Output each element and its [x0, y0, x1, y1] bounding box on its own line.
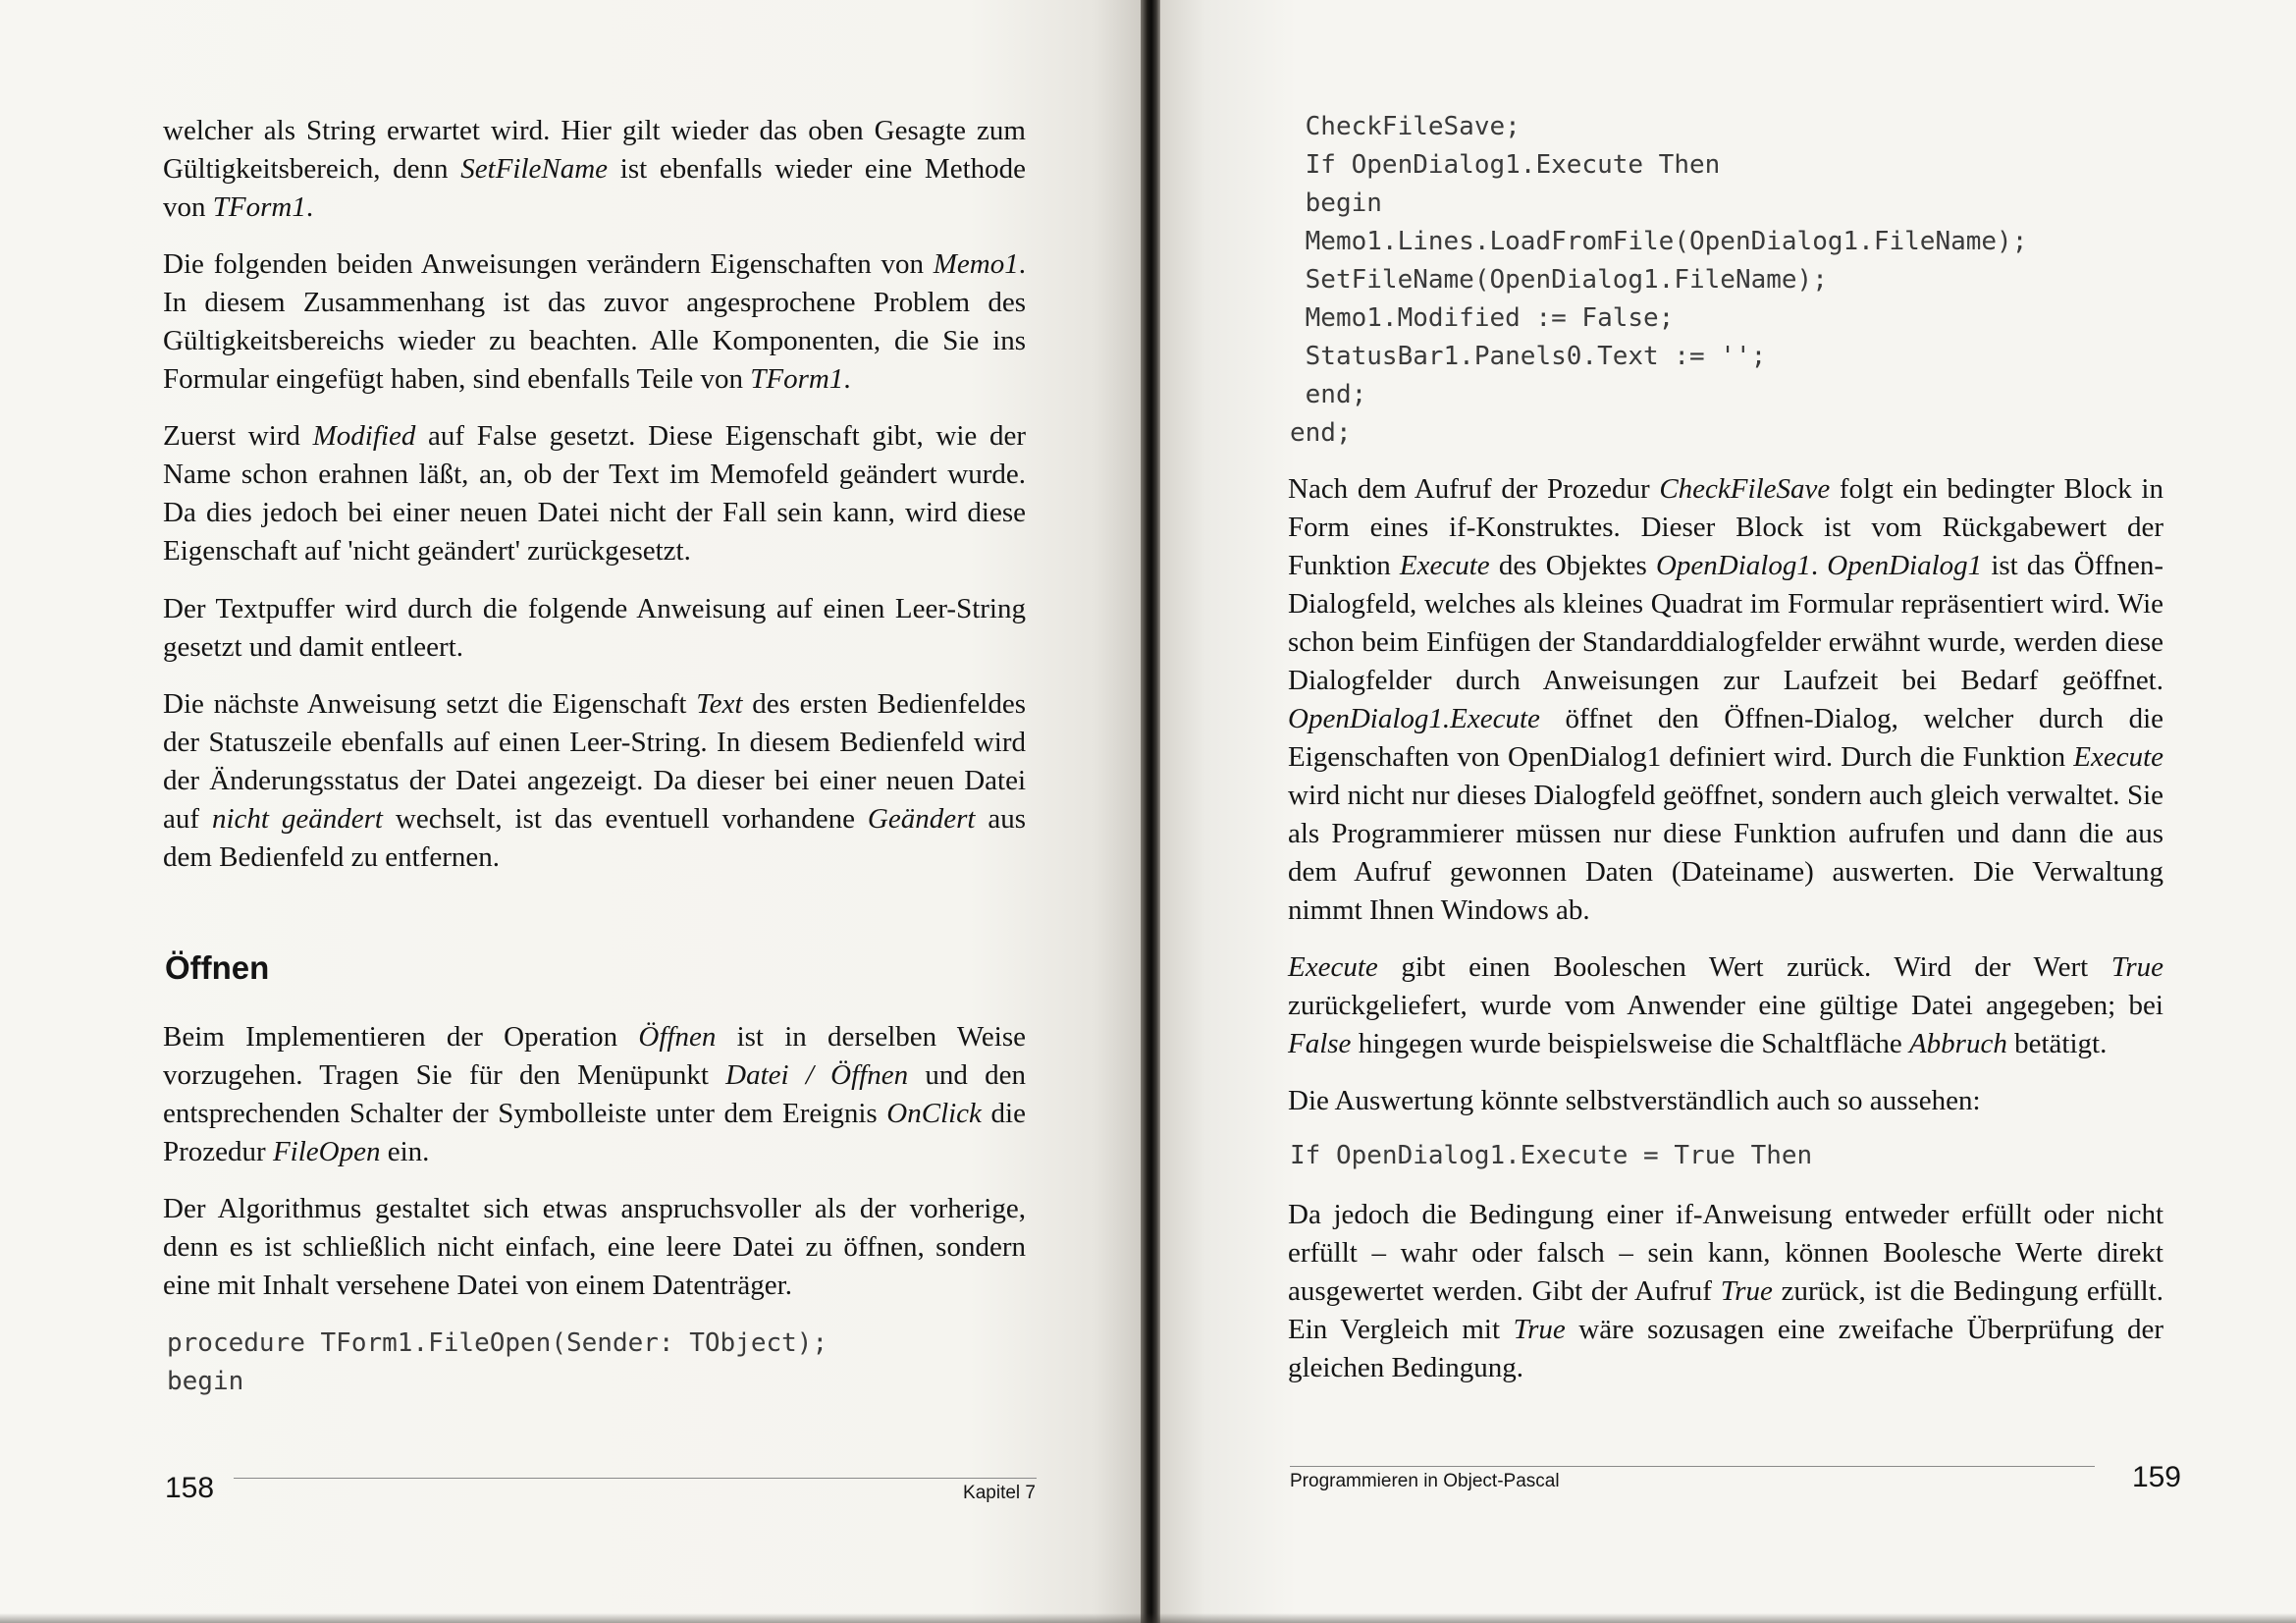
text-run: ist das Öffnen-Dialogfeld, welches als kleines Quadrat im Formular repräsentiert wird. Wie schon beim Einfügen der Standarddialogfelder erwähnt wurde, werden diese Dialogfelder durch Anweisungen zur Laufzeit bei Bedarf geöffnet.: [1288, 550, 2164, 696]
italic-term: Geändert: [867, 803, 976, 835]
italic-term: True: [1720, 1275, 1773, 1307]
right-paragraph: [1288, 1196, 2163, 1387]
text-run: wird nicht nur dieses Dialogfeld geöffnet, sondern auch gleich verwaltet. Sie als Programmierer müssen nur diese Funktion aufrufen und dann die aus dem Aufruf gewonnen Daten (Dateiname) auswerten. Die Verwaltung nimmt Ihnen Windows ab.: [1288, 780, 2163, 926]
left-paragraph: [163, 590, 1026, 667]
italic-term: Text: [696, 688, 743, 720]
left-page: [0, 0, 1141, 1623]
page-bottom-shadow: [0, 1613, 2296, 1623]
text-run: öffnet den Öffnen-Dialog, welcher durch die Eigenschaften von OpenDialog1 definiert wird. Durch die Funktion: [1288, 703, 2163, 773]
right-paragraph: [1288, 470, 2163, 930]
italic-term: Execute: [2073, 741, 2163, 773]
text-run: .: [843, 363, 851, 395]
text-run: wechselt, ist das eventuell vorhandene: [382, 803, 868, 835]
italic-term: OpenDialog1: [1655, 550, 1811, 581]
footer-rule: [234, 1478, 1037, 1479]
text-run: Nach dem Aufruf der Prozedur: [1288, 473, 1660, 505]
italic-term: CheckFileSave: [1659, 473, 1831, 505]
italic-term: OpenDialog1.Execute: [1288, 703, 1540, 734]
italic-term: Execute: [1399, 550, 1490, 581]
section-heading: Öffnen: [165, 949, 270, 986]
italic-term: Modified: [312, 420, 416, 452]
italic-term: TForm1: [750, 363, 844, 395]
footer-rule: [1290, 1466, 2095, 1467]
text-run: Die nächste Anweisung setzt die Eigenschaft: [163, 688, 697, 720]
text-run: aus dem Bedienfeld zu entfernen.: [163, 803, 1027, 873]
text-run: Der Textpuffer wird durch die folgende Anweisung auf einen Leer-String gesetzt und damit entleert.: [163, 593, 1026, 663]
italic-term: SetFileName: [460, 153, 609, 185]
italic-term: True: [1513, 1314, 1566, 1345]
right-paragraph: [1288, 948, 2163, 1063]
book-gutter: [1141, 0, 1160, 1623]
text-run: des ersten Bedienfeldes der Statuszeile ebenfalls auf einen Leer-String. In diesem Bedienfeld wird der Änderungsstatus der Datei angezeigt. Da dieser bei einer neuen Datei auf: [163, 688, 1026, 835]
running-head: Kapitel 7: [963, 1483, 1036, 1503]
italic-term: FileOpen: [272, 1136, 381, 1167]
text-run: ist ebenfalls wieder eine Methode von: [163, 153, 1026, 223]
italic-term: Memo1: [933, 248, 1019, 280]
italic-term: Abbruch: [1908, 1028, 2007, 1059]
text-run: ein.: [380, 1136, 430, 1167]
left-paragraph: [163, 417, 1026, 570]
text-run: .: [1810, 550, 1828, 581]
left-paragraph: [163, 1018, 1026, 1171]
text-run: und den entsprechenden Schalter der Symbolleiste unter dem Ereignis: [163, 1059, 1026, 1129]
text-run: Beim Implementieren der Operation: [163, 1021, 639, 1053]
text-run: Da jedoch die Bedingung einer if-Anweisung entweder erfüllt oder nicht erfüllt – wahr oder falsch – sein kann, können Boolesche Werte direkt ausgewertet werden. Gibt der Aufruf: [1288, 1199, 2163, 1307]
italic-term: Datei / Öffnen: [725, 1059, 909, 1091]
code-line: If OpenDialog1.Execute = True Then: [1290, 1141, 1813, 1170]
text-run: betätigt.: [2006, 1028, 2108, 1059]
running-head: Programmieren in Object-Pascal: [1290, 1471, 1560, 1491]
text-run: folgt ein bedingter Block in Form eines if-Konstruktes. Dieser Block ist vom Rückgabewert der Funktion: [1288, 473, 2163, 581]
left-paragraph: [163, 685, 1026, 877]
code-block: procedure TForm1.FileOpen(Sender: TObject); begin: [167, 1328, 828, 1396]
italic-term: nicht geändert: [211, 803, 383, 835]
text-run: wäre sozusagen eine zweifache Überprüfung der gleichen Bedingung.: [1288, 1314, 2163, 1383]
left-paragraph: [163, 112, 1026, 227]
text-run: des Objektes: [1489, 550, 1656, 581]
text-run: gibt einen Booleschen Wert zurück. Wird der Wert: [1377, 951, 2111, 983]
left-paragraph: [163, 1190, 1026, 1305]
text-run: Zuerst wird: [163, 420, 313, 452]
code-block: CheckFileSave; If OpenDialog1.Execute Then begin Memo1.Lines.LoadFromFile(OpenDialog1.FileName); SetFileName(OpenDialog1.FileName); Memo1.Modified := False; StatusBar1.Panels0.Text := ''; end; end;: [1290, 112, 2028, 448]
page-number: 159: [2131, 1461, 2181, 1493]
text-run: .: [305, 191, 314, 223]
italic-term: OpenDialog1: [1827, 550, 1983, 581]
text-run: Der Algorithmus gestaltet sich etwas anspruchsvoller als der vorherige, denn es ist schließlich nicht einfach, eine leere Datei zu öffnen, sondern eine mit Inhalt versehene Datei von einem Datenträger.: [163, 1193, 1026, 1301]
page-number: 158: [165, 1472, 215, 1504]
text-run: Die folgenden beiden Anweisungen verändern Eigenschaften von: [163, 248, 934, 280]
italic-term: Öffnen: [638, 1021, 717, 1053]
italic-term: True: [2110, 951, 2163, 983]
text-run: Die Auswertung könnte selbstverständlich auch so aussehen:: [1288, 1085, 1981, 1116]
italic-term: TForm1: [212, 191, 306, 223]
right-page: [1160, 0, 2296, 1623]
text-run: auf False gesetzt. Diese Eigenschaft gibt, wie der Name schon erahnen läßt, an, ob der Text im Memofeld geändert wurde. Da dies jedoch bei einer neuen Datei nicht der Fall sein kann, wird diese Eigenschaft auf 'nicht geändert' zurückgesetzt.: [163, 420, 1027, 567]
text-run: . In diesem Zusammenhang ist das zuvor angesprochene Problem des Gültigkeitsbereichs wieder zu beachten. Alle Komponenten, die Sie ins Formular eingefügt haben, sind ebenfalls Teile von: [163, 248, 1026, 395]
text-run: welcher als String erwartet wird. Hier gilt wieder das oben Gesagte zum Gültigkeitsbereich, denn: [163, 115, 1026, 185]
left-paragraph: [163, 245, 1026, 399]
text-run: ist in derselben Weise vorzugehen. Tragen Sie für den Menüpunkt: [163, 1021, 1026, 1091]
italic-term: Execute: [1288, 951, 1378, 983]
text-run: hingegen wurde beispielsweise die Schaltfläche: [1351, 1028, 1909, 1059]
right-paragraph: [1288, 1082, 2163, 1120]
italic-term: OnClick: [886, 1098, 982, 1129]
text-run: die Prozedur: [163, 1098, 1026, 1167]
italic-term: False: [1288, 1028, 1352, 1059]
text-run: zurückgeliefert, wurde vom Anwender eine gültige Datei angegeben; bei: [1288, 990, 2163, 1021]
text-run: zurück, ist die Bedingung erfüllt. Ein Vergleich mit: [1288, 1275, 2163, 1345]
